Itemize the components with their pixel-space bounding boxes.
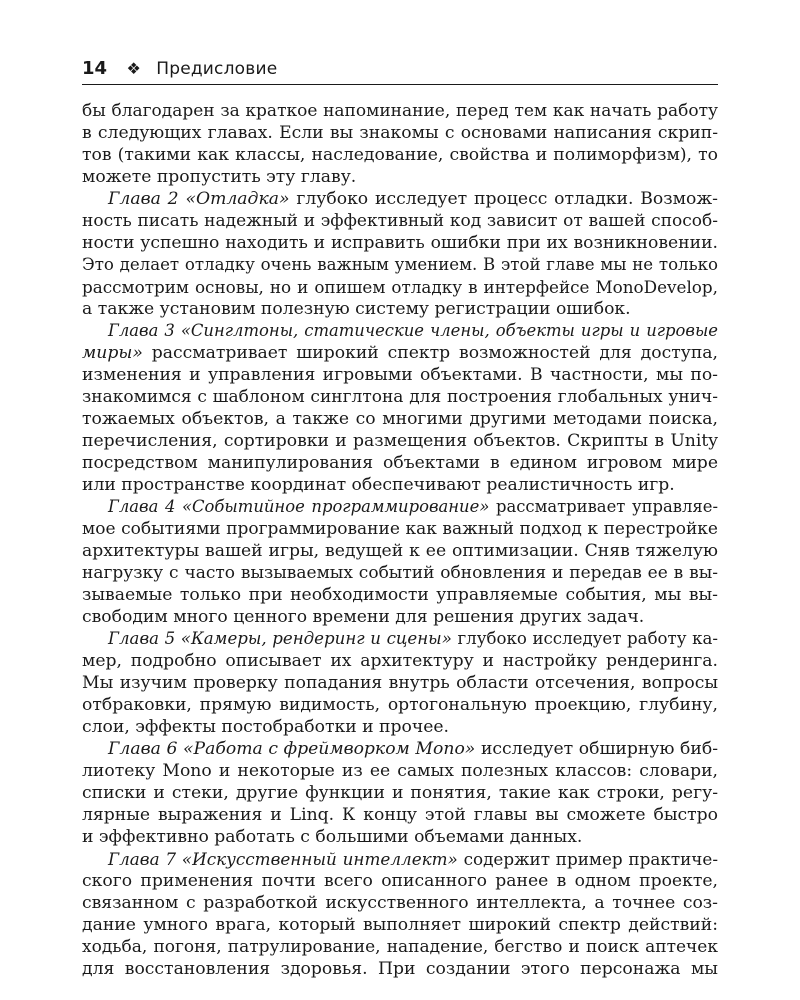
running-head: [82, 58, 718, 85]
line-text: содержит пример практиче-: [457, 849, 718, 869]
text-line: [82, 122, 718, 144]
line-text: а также установим полезную систему регистрации ошибок.: [82, 299, 631, 319]
text-line: [82, 650, 718, 672]
paragraph: [82, 628, 718, 738]
text-line: [82, 144, 718, 166]
text-line: [82, 716, 718, 738]
text-line: [82, 936, 718, 958]
line-text: перечисления, сортировки и размещения объектов. Скрипты в Unity: [82, 431, 718, 451]
line-text: глубоко исследует процесс отладки. Возмож-: [289, 189, 718, 209]
text-line: [82, 848, 718, 870]
text-line: [82, 496, 718, 518]
text-line: [82, 276, 718, 298]
line-text: лярные выражения и Linq. К концу этой главы вы сможете быстро: [82, 805, 718, 825]
line-text: архитектуры вашей игры, ведущей к ее оптимизации. Сняв тяжелую: [82, 541, 718, 561]
body-text: [82, 100, 718, 980]
section-title: Предисловие: [156, 59, 278, 79]
line-text: зываемые только при необходимости управляемые события, мы вы-: [82, 585, 718, 605]
line-text: тов (такими как классы, наследование, свойства и полиморфизм), то: [82, 145, 718, 165]
line-text: ского применения почти всего описанного ранее в одном проекте,: [82, 871, 718, 891]
line-text: бы благодарен за краткое напоминание, перед тем как начать работу: [82, 101, 718, 121]
line-text: для восстановления здоровья. При создании этого персонажа мы: [82, 959, 718, 979]
line-text: свободим много ценного времени для решения других задач.: [82, 607, 645, 627]
line-text: изменения и управления игровыми объектами. В частности, мы по-: [82, 365, 718, 385]
text-line: [82, 672, 718, 694]
line-text: мер, подробно описывает их архитектуру и настройку рендеринга.: [82, 651, 718, 671]
line-text: ходьба, погоня, патрулирование, нападение, бегство и поиск аптечек: [82, 937, 718, 957]
chapter-title: Глава 3 «Синглтоны, статические члены, объекты игры и игровые: [108, 321, 718, 340]
line-text: и эффективно работать с большими объемами данных.: [82, 827, 583, 847]
text-line: [82, 364, 718, 386]
line-text: связанном с разработкой искусственного интеллекта, а точнее соз-: [82, 893, 718, 913]
diamond-ornament-icon: ❖: [126, 59, 141, 78]
line-text: нагрузку с часто вызываемых событий обновления и передав ее в вы-: [82, 563, 718, 583]
text-line: [82, 408, 718, 430]
text-line: [82, 738, 718, 760]
paragraph: [82, 320, 718, 496]
text-line: [82, 892, 718, 914]
line-text: можете пропустить эту главу.: [82, 167, 357, 187]
paragraph: [82, 188, 718, 320]
text-line: [82, 870, 718, 892]
text-line: [82, 958, 718, 980]
line-text: исследует обширную биб-: [475, 739, 719, 759]
text-line: [82, 562, 718, 584]
text-line: [82, 342, 718, 364]
text-line: [82, 232, 718, 254]
paragraph: [82, 100, 718, 188]
text-line: [82, 210, 718, 232]
paragraph: [82, 738, 718, 848]
line-text: глубоко исследует работу ка-: [451, 629, 718, 648]
line-text: или пространстве координат обеспечивают реалистичность игр.: [82, 475, 675, 495]
text-line: [82, 914, 718, 936]
text-line: [82, 826, 718, 848]
line-text: знакомимся с шаблоном синглтона для построения глобальных унич-: [82, 387, 718, 407]
text-line: [82, 760, 718, 782]
line-text: слои, эффекты постобработки и прочее.: [82, 717, 450, 737]
line-text: в следующих главах. Если вы знакомы с основами написания скрип-: [82, 123, 718, 143]
text-line: [82, 452, 718, 474]
chapter-title: Глава 6 «Работа с фреймворком Mono»: [108, 739, 476, 759]
line-text: посредством манипулирования объектами в едином игровом мире: [82, 453, 718, 473]
text-line: [82, 386, 718, 408]
chapter-title: Глава 2 «Отладка»: [108, 189, 290, 209]
chapter-title: миры»: [82, 343, 143, 363]
text-line: [82, 628, 718, 650]
text-line: [82, 782, 718, 804]
line-text: рассматривает широкий спектр возможностей для доступа,: [142, 343, 718, 363]
line-text: отбраковки, прямую видимость, ортогональную проекцию, глубину,: [82, 695, 718, 715]
line-text: Это делает отладку очень важным умением. В этой главе мы не только: [82, 255, 718, 274]
paragraph: [82, 848, 718, 980]
text-line: [82, 474, 718, 496]
line-text: мое событиями программирование как важный подход к перестройке: [82, 519, 718, 539]
text-line: [82, 254, 718, 276]
page-number: 14: [82, 58, 108, 79]
line-text: дание умного врага, который выполняет широкий спектр действий:: [82, 915, 718, 935]
chapter-title: Глава 7 «Искусственный интеллект»: [108, 849, 458, 869]
text-line: [82, 188, 718, 210]
text-line: [82, 320, 718, 342]
line-text: ность писать надежный и эффективный код зависит от вашей способ-: [82, 211, 718, 231]
text-line: [82, 430, 718, 452]
text-line: [82, 298, 718, 320]
text-line: [82, 694, 718, 716]
text-line: [82, 540, 718, 562]
text-line: [82, 584, 718, 606]
text-line: [82, 804, 718, 826]
line-text: списки и стеки, другие функции и понятия, такие как строки, регу-: [82, 783, 718, 803]
chapter-title: Глава 4 «Событийное программирование»: [108, 497, 490, 516]
line-text: ности успешно находить и исправить ошибки при их возникновении.: [82, 233, 718, 253]
line-text: рассматривает управляе-: [489, 497, 718, 516]
text-line: [82, 166, 718, 188]
line-text: тожаемых объектов, а также со многими другими методами поиска,: [82, 409, 718, 429]
text-line: [82, 518, 718, 540]
line-text: рассмотрим основы, но и опишем отладку в интерфейсе MonoDevelop,: [82, 277, 718, 297]
chapter-title: Глава 5 «Камеры, рендеринг и сцены»: [108, 629, 452, 648]
paragraph: [82, 496, 718, 628]
line-text: лиотеку Mono и некоторые из ее самых полезных классов: словари,: [82, 761, 718, 781]
text-line: [82, 100, 718, 122]
text-line: [82, 606, 718, 628]
line-text: Мы изучим проверку попадания внутрь области отсечения, вопросы: [82, 673, 718, 693]
